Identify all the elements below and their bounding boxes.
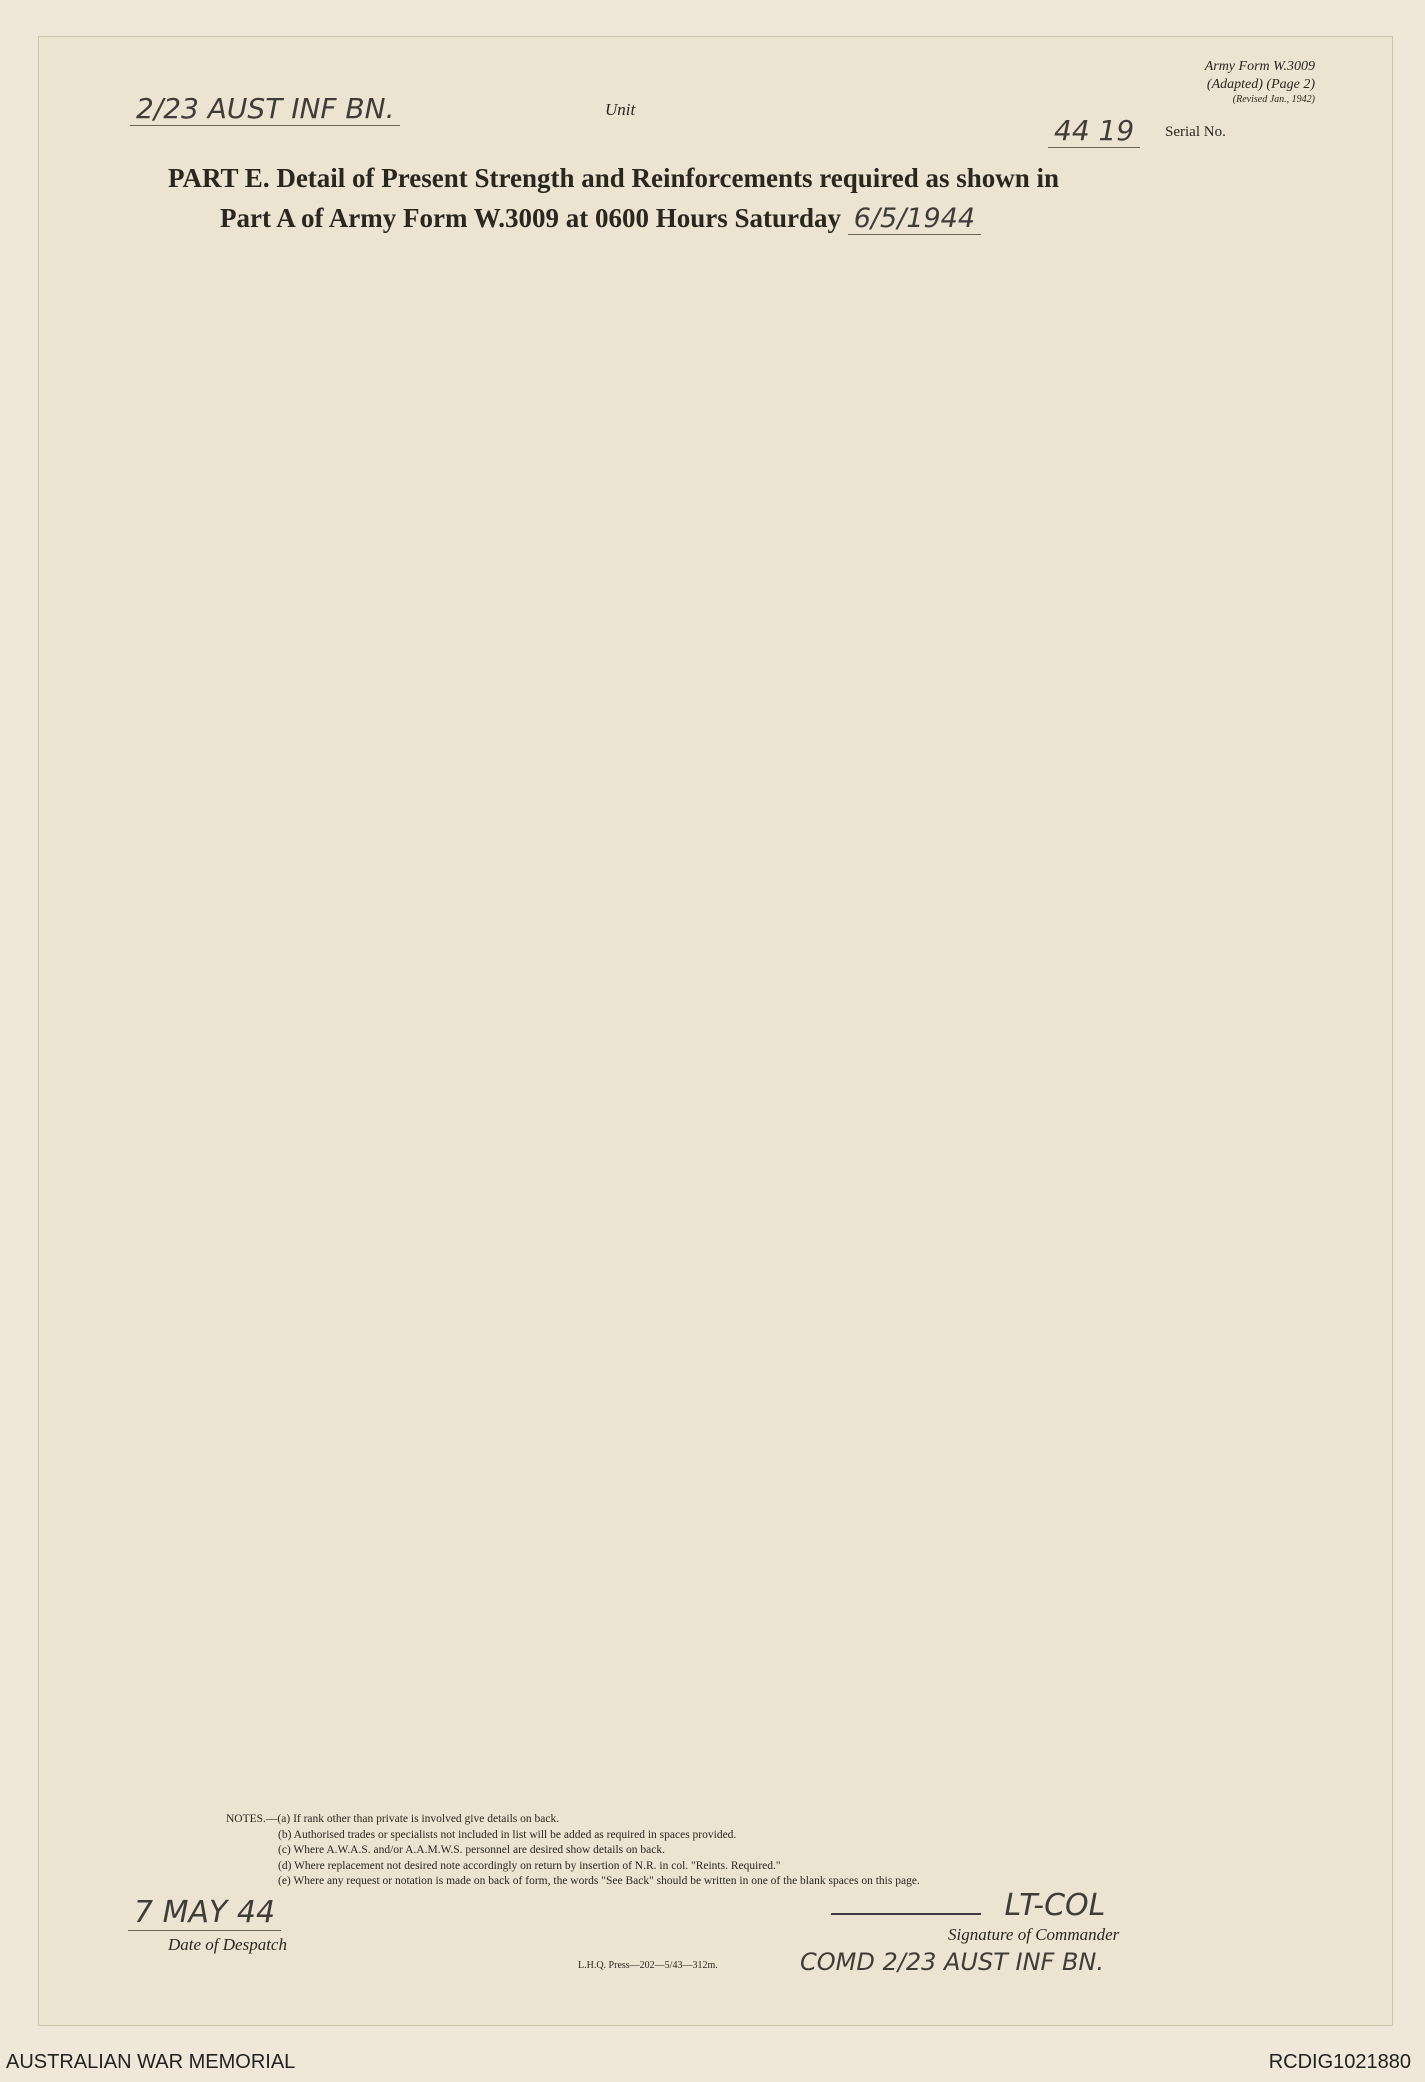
- serial-label: Serial No.: [1165, 124, 1226, 140]
- form-title: [1205, 58, 1315, 106]
- signature-rank: LT-COL: [1004, 1888, 1106, 1923]
- part-heading: [168, 158, 1059, 239]
- commander-label: Signature of Commander: [948, 1925, 1120, 1944]
- part-heading-line1: PART E. Detail of Present Strength and Reinforcements required as shown in: [168, 163, 1060, 193]
- form-title-revised: (Revised Jan., 1942): [1232, 94, 1315, 105]
- notes-block: [226, 1812, 1286, 1890]
- note-d: (d) Where replacement not desired note accordingly on return by insertion of N.R. in col. "Reints. Required.": [278, 1859, 781, 1872]
- despatch-date: 7 MAY 44: [128, 1895, 281, 1931]
- heading-date: 6/5/1944: [848, 203, 981, 235]
- unit-value: 2/23 AUST INF BN.: [130, 92, 400, 126]
- press-line: L.H.Q. Press—202—5/43—312m.: [578, 1960, 718, 1971]
- form-title-main: Army Form W.3009: [1204, 59, 1315, 74]
- commander-signature: [835, 1888, 1105, 1923]
- serial-number: 44 19: [1048, 114, 1140, 148]
- command-line: COMD 2/23 AUST INF BN.: [800, 1948, 1105, 1976]
- note-e: (e) Where any request or notation is made on back of form, the words "See Back" should be written in one of the blank spaces on this page.: [278, 1875, 920, 1887]
- note-b: (b) Authorised trades or specialists not included in list will be added as required in spaces provided.: [278, 1828, 737, 1841]
- unit-label: Unit: [605, 100, 636, 119]
- footer-catalogue-id: RCDIG1021880: [1268, 2051, 1411, 2073]
- signature-scrawl-icon: [831, 1891, 990, 1915]
- part-heading-line2: [168, 198, 1059, 239]
- form-title-adapted: (Adapted) (Page 2): [1206, 77, 1315, 92]
- form-paper: [38, 36, 1393, 2026]
- part-heading-line2-text: Part A of Army Form W.3009 at 0600 Hours Saturday: [220, 203, 841, 233]
- footer-institution: AUSTRALIAN WAR MEMORIAL: [6, 2051, 296, 2073]
- note-c: (c) Where A.W.A.S. and/or A.A.M.W.S. personnel are desired show details on back.: [278, 1844, 665, 1856]
- note-a: NOTES.—(a) If rank other than private is involved give details on back.: [226, 1813, 560, 1825]
- despatch-label: Date of Despatch: [168, 1935, 287, 1954]
